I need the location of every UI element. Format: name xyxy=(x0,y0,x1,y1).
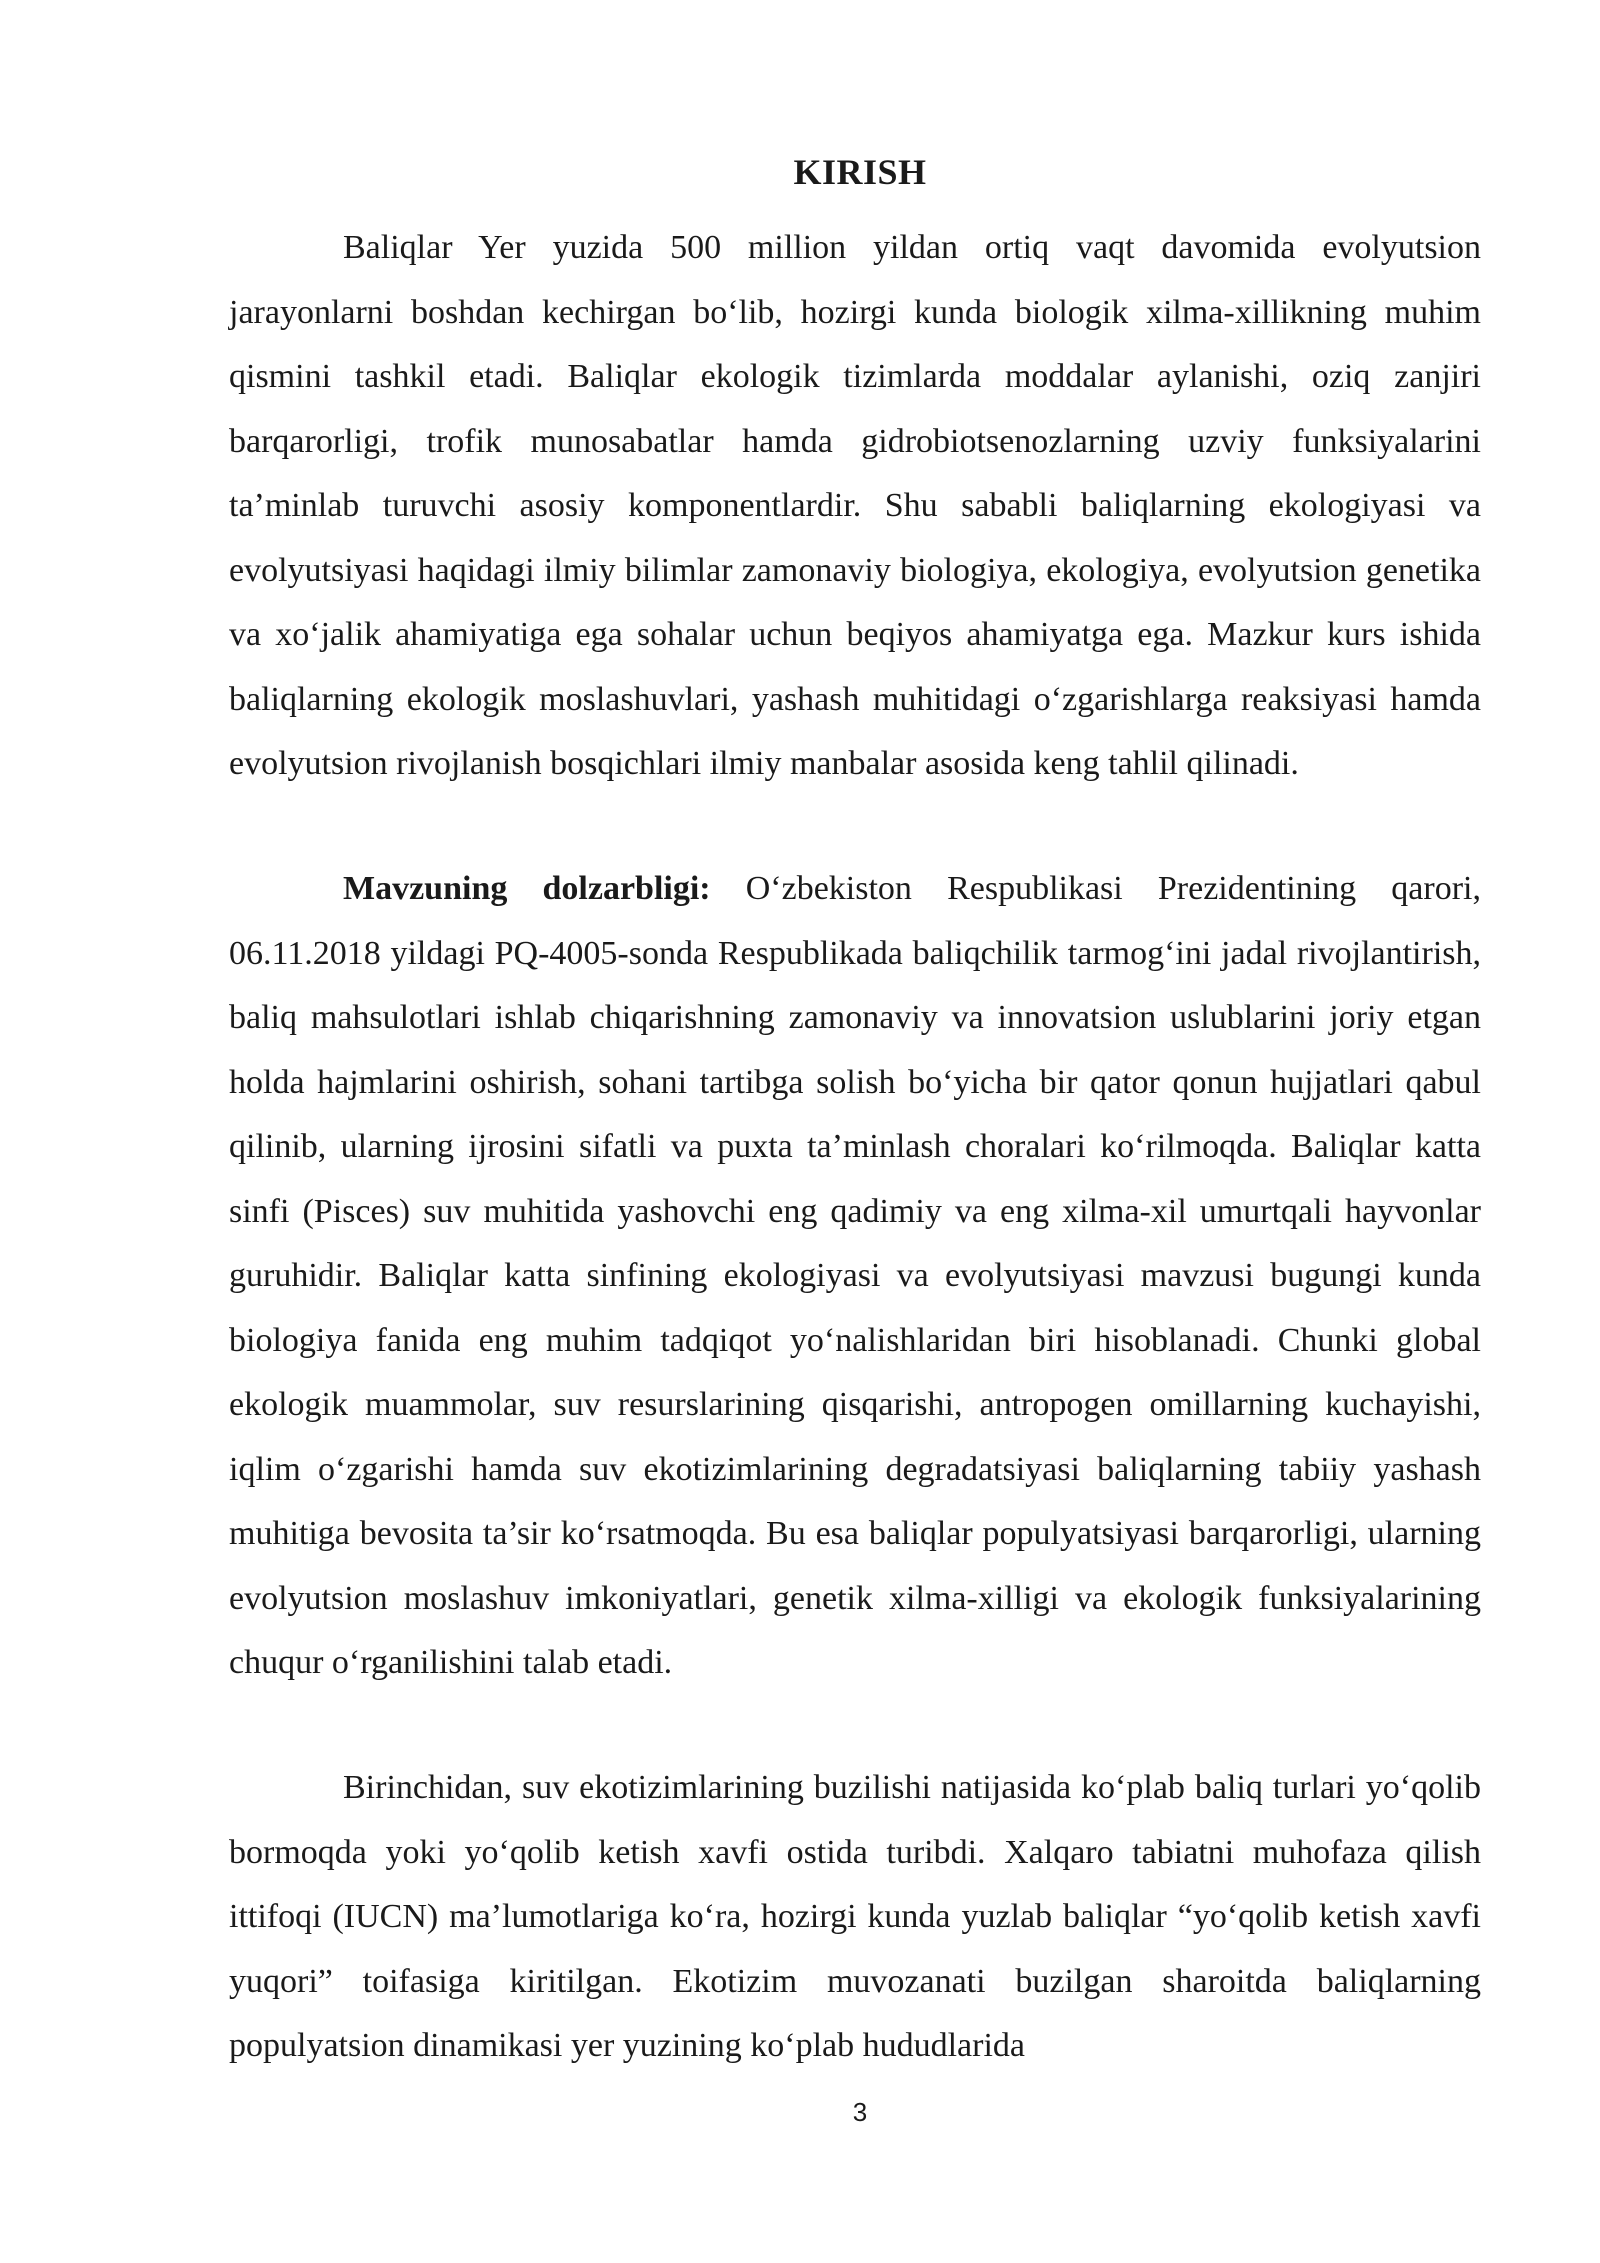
relevance-heading: Mavzuning dolzarbligi: xyxy=(343,870,711,907)
paragraph-text: Birinchidan, suv ekotizimlarining buzilishi natijasida ko‘plab baliq turlari yo‘qolib bormoqda yoki yo‘qolib ketish xavfi ostida turibdi. Xalqaro tabiatni muhofaza qilish ittifoqi (IUCN) ma’lumotlariga ko‘ra, hozirgi kunda yuzlab baliqlar “yo‘qolib ketish xavfi yuqori” toifasiga kiritilgan. Ekotizim muvozanati buzilgan sharoitda baliqlarning populyatsion dinamikasi yer yuzining ko‘plab hududlarida xyxy=(229,1769,1481,2064)
page-number: 3 xyxy=(852,2097,868,2127)
paragraph-text: Baliqlar Yer yuzida 500 million yildan ortiq vaqt davomida evolyutsion jarayonlarni boshdan kechirgan bo‘lib, hozirgi kunda biologik xilma-xillikning muhim qismini tashkil etadi. Baliqlar ekologik tizimlarda moddalar aylanishi, oziq zanjiri barqarorligi, trofik munosabatlar hamda gidrobiotsenozlarning uzviy funksiyalarini ta’minlab turuvchi asosiy komponentlardir. Shu sababli baliqlarning ekologiyasi va evolyutsiyasi haqidagi ilmiy bilimlar zamonaviy biologiya, ekologiya, evolyutsion genetika va xo‘jalik ahamiyatiga ega sohalar uchun beqiyos ahamiyatga ega. Mazkur kurs ishida baliqlarning ekologik moslashuvlari, yashash muhitidagi o‘zgarishlarga reaksiyasi hamda evolyutsion rivojlanish bosqichlari ilmiy manbalar asosida keng tahlil qilinadi. xyxy=(229,229,1481,782)
paragraph-introduction xyxy=(229,216,1481,797)
paragraph-text: O‘zbekiston Respublikasi Prezidentining qarori, 06.11.2018 yildagi PQ-4005-sonda Respublikada baliqchilik tarmog‘ini jadal rivojlantirish, baliq mahsulotlari ishlab chiqarishning zamonaviy va innovatsion uslublarini joriy etgan holda hajmlarini oshirish, sohani tartibga solish bo‘yicha bir qator qonun hujjatlari qabul qilinib, ularning ijrosini sifatli va puxta ta’minlash choralari ko‘rilmoqda. Baliqlar katta sinfi (Pisces) suv muhitida yashovchi eng qadimiy va eng xilma-xil umurtqali hayvonlar guruhidir. Baliqlar katta sinfining ekologiyasi va evolyutsiyasi mavzusi bugungi kunda biologiya fanida eng muhim tadqiqot yo‘nalishlaridan biri hisoblanadi. Chunki global ekologik muammolar, suv resurslarining qisqarishi, antropogen omillarning kuchayishi, iqlim o‘zgarishi hamda suv ekotizimlarining degradatsiyasi baliqlarning tabiiy yashash muhitiga bevosita ta’sir ko‘rsatmoqda. Bu esa baliqlar populyatsiyasi barqarorligi, ularning evolyutsion moslashuv imkoniyatlari, genetik xilma-xilligi va ekologik funksiyalarining chuqur o‘rganilishini talab etadi. xyxy=(229,870,1481,1681)
paragraph-relevance xyxy=(229,857,1481,1696)
paragraph-firstly xyxy=(229,1756,1481,2079)
page-title: KIRISH xyxy=(793,152,927,192)
